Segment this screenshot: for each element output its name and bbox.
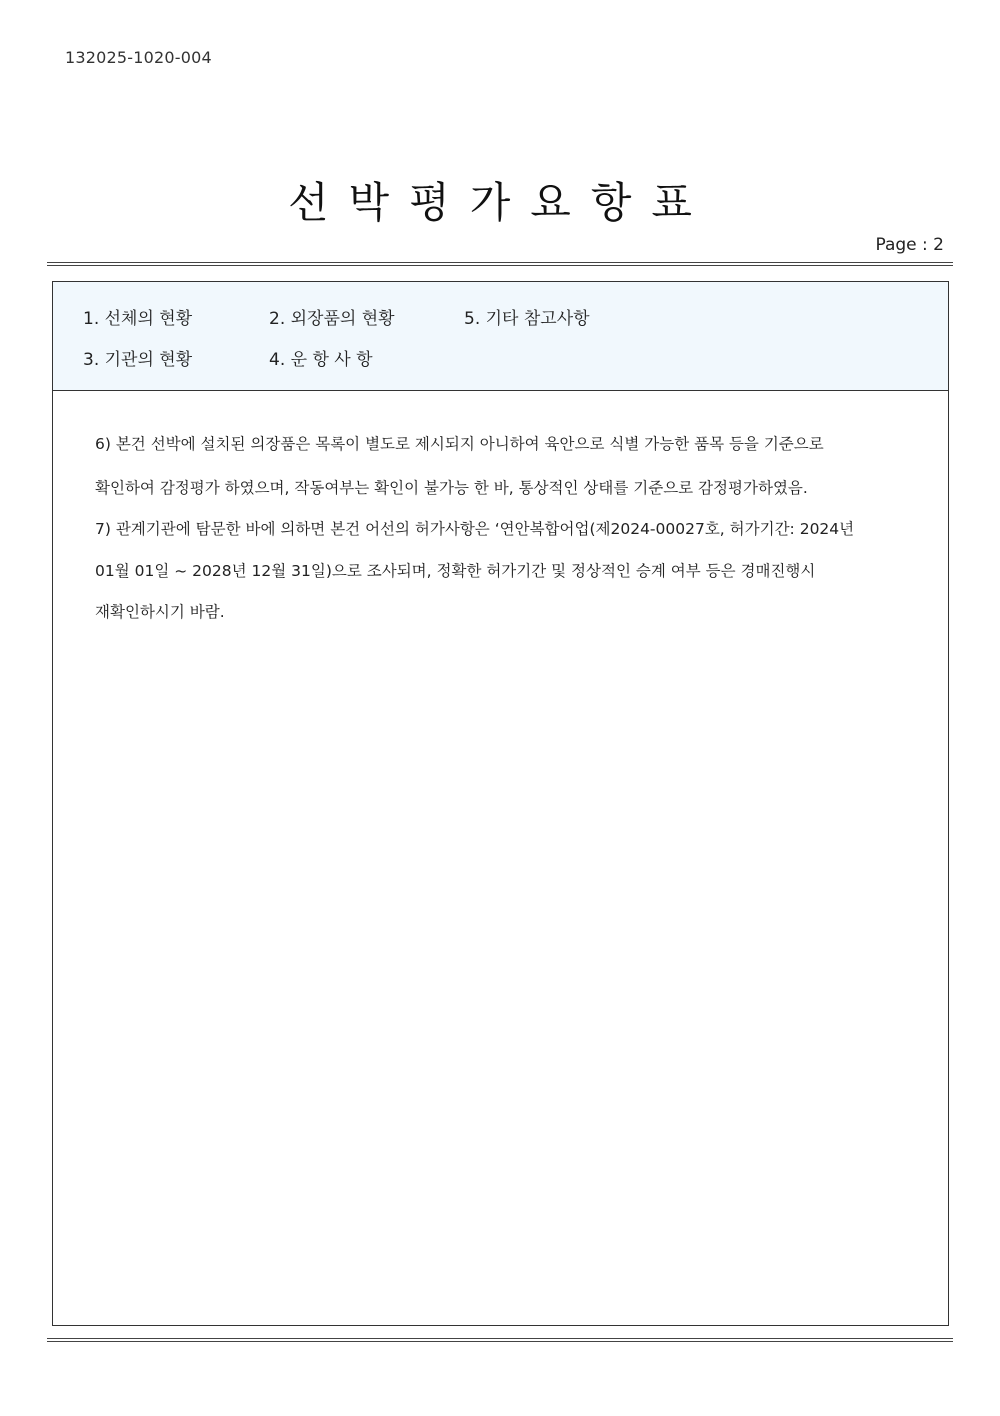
section-nav — [53, 282, 948, 391]
footer-divider — [47, 1338, 953, 1342]
page-title: 선박평가요항표 — [287, 178, 712, 227]
note-line: 7) 관계기관에 탐문한 바에 의하면 본건 어선의 허가사항은 ‘연안복합어업(제2024-00027호, 허가기간: 2024년 — [95, 520, 855, 538]
note-line: 6) 본건 선박에 설치된 의장품은 목록이 별도로 제시되지 아니하여 육안으로 식별 가능한 품목 등을 기준으로 — [95, 435, 824, 453]
nav-item-hull-status[interactable]: 1. 선체의 현황 — [83, 309, 193, 329]
content-frame — [52, 281, 949, 1326]
page-number: Page : 2 — [875, 235, 944, 255]
nav-item-operation-items[interactable]: 4. 운 항 사 항 — [269, 350, 373, 370]
note-line: 확인하여 감정평가 하였으며, 작동여부는 확인이 불가능 한 바, 통상적인 상태를 기준으로 감정평가하였음. — [95, 479, 808, 497]
nav-item-engine-status[interactable]: 3. 기관의 현황 — [83, 350, 193, 370]
nav-item-equipment-status[interactable]: 2. 외장품의 현황 — [269, 309, 395, 329]
document-id: 132025-1020-004 — [65, 48, 212, 67]
note-line: 재확인하시기 바람. — [95, 603, 225, 621]
note-line: 01월 01일 ~ 2028년 12월 31일)으로 조사되며, 정확한 허가기간 및 정상적인 승계 여부 등은 경매진행시 — [95, 562, 816, 580]
nav-item-other-notes[interactable]: 5. 기타 참고사항 — [464, 309, 590, 329]
header-divider — [47, 262, 953, 266]
